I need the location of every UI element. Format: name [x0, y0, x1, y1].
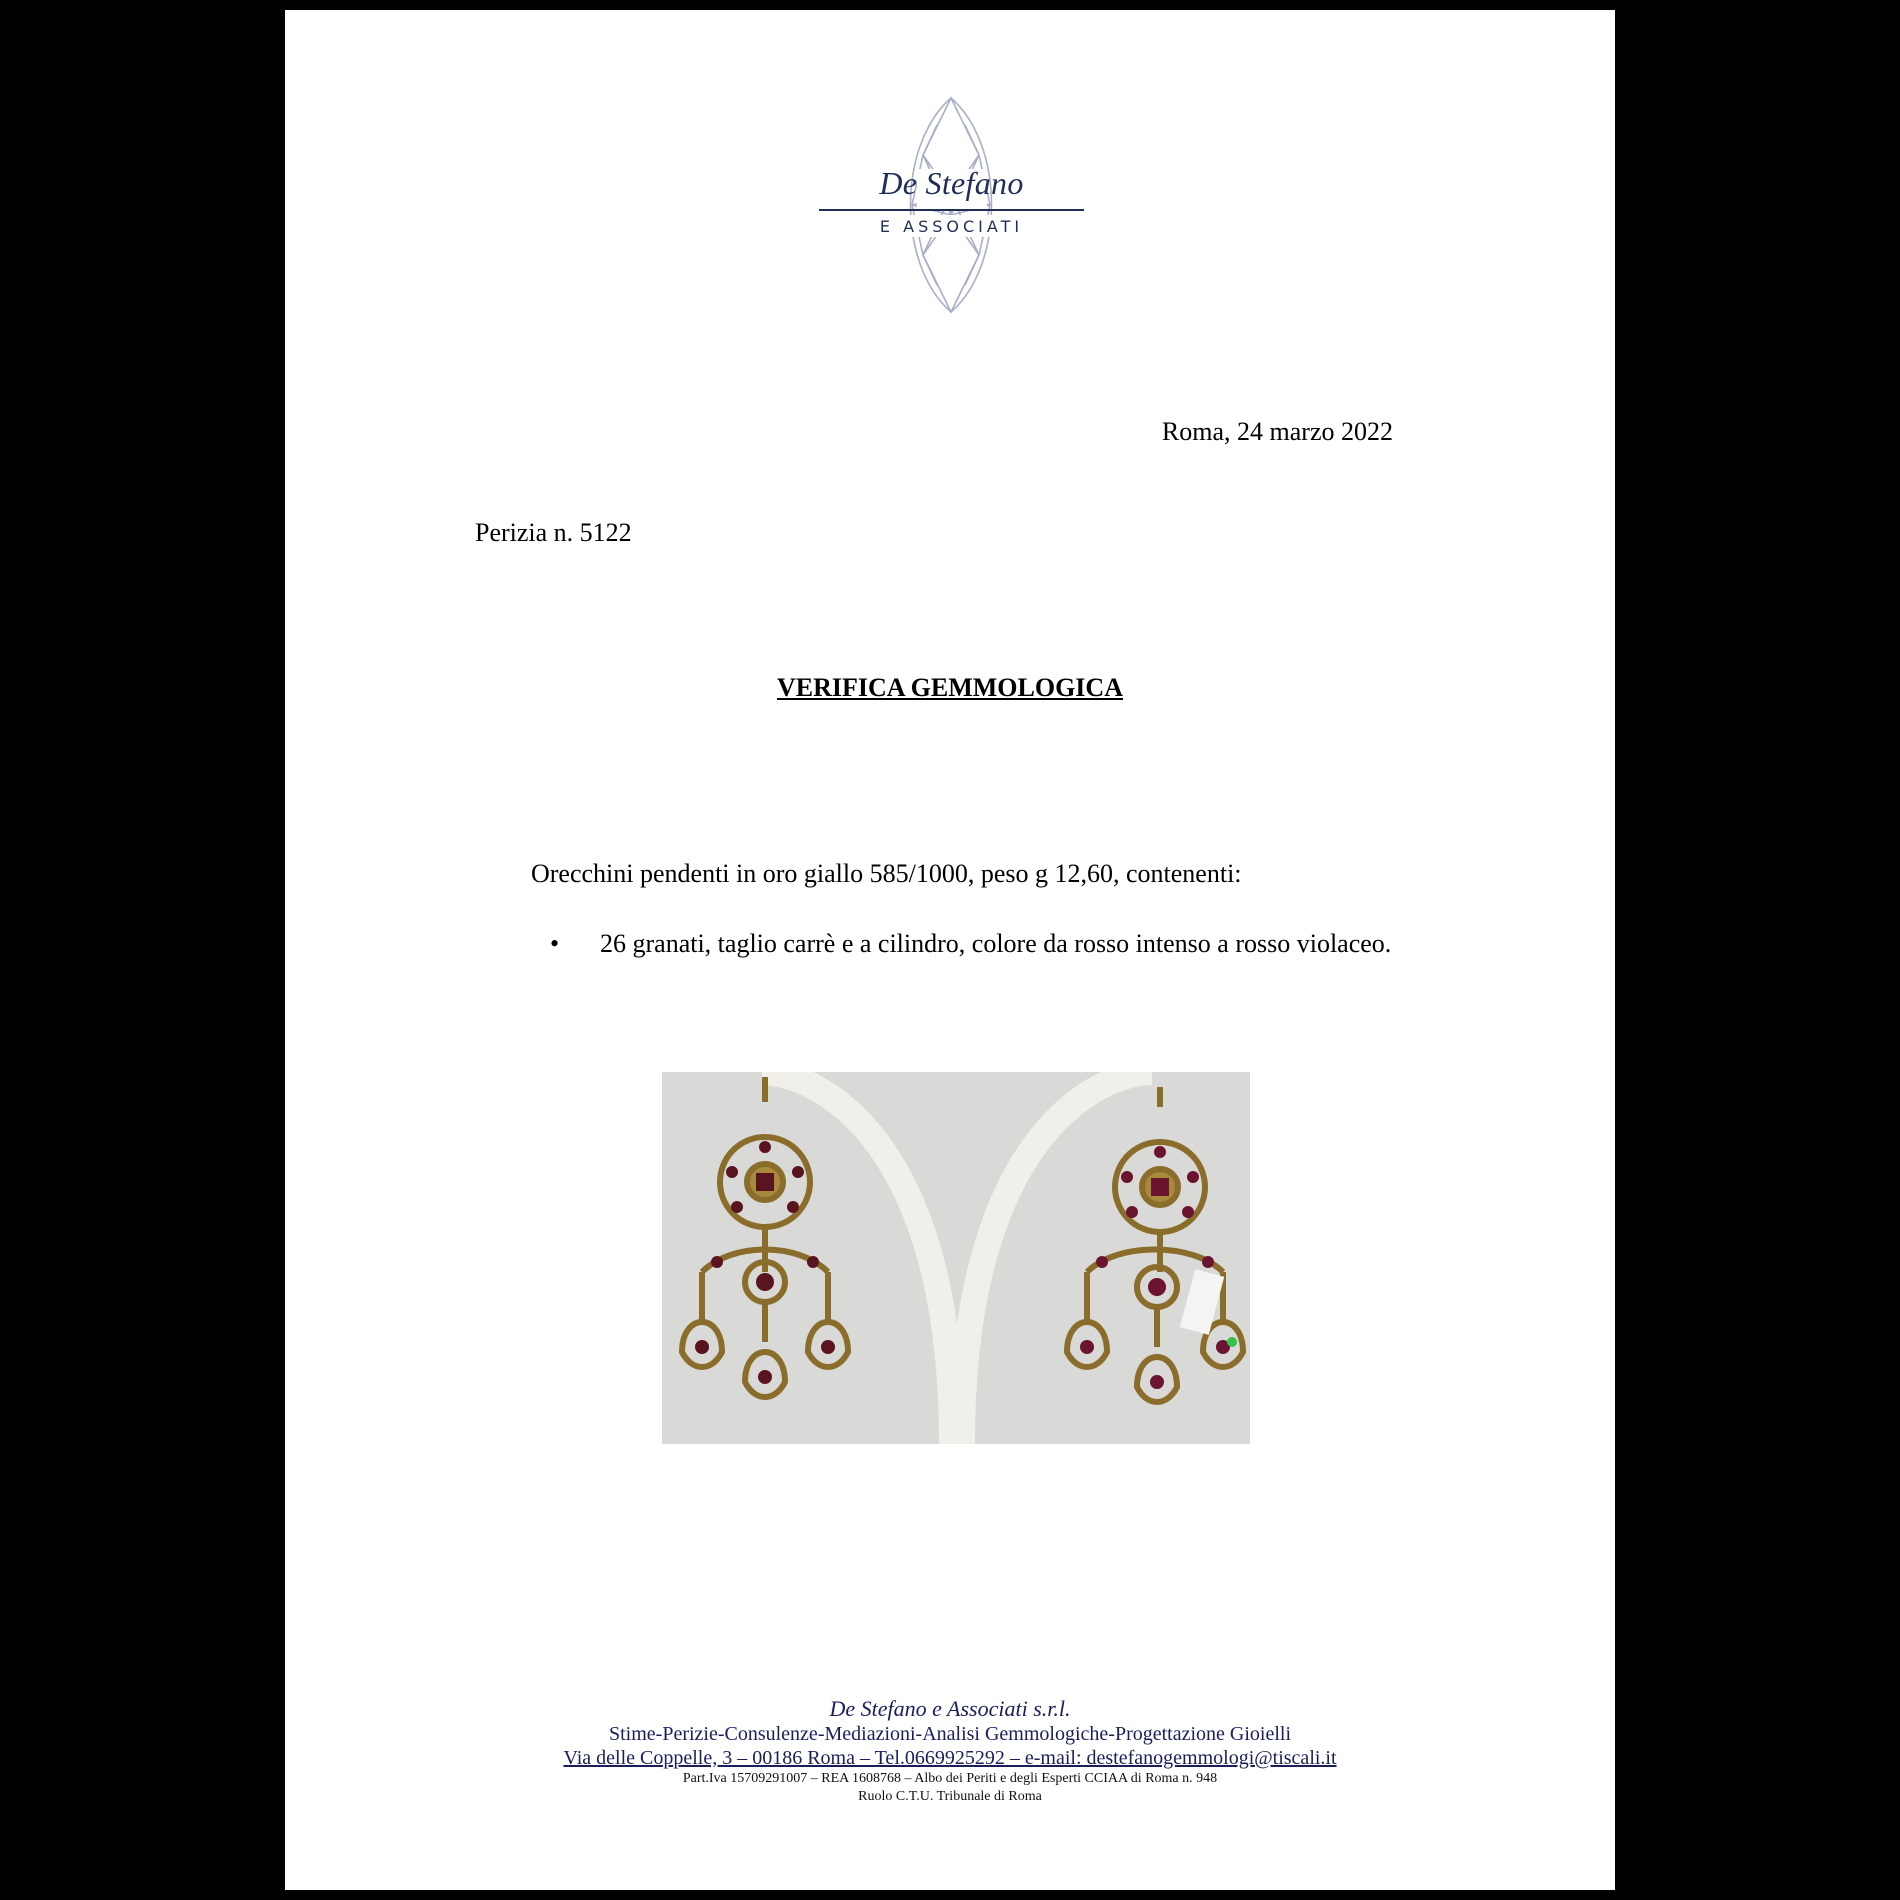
gemstone-detail: 26 granati, taglio carrè e a cilindro, colore da rosso intenso a rosso violaceo. — [600, 929, 1392, 958]
footer-company-name: De Stefano e Associati s.r.l. — [829, 1696, 1071, 1721]
footer-registration: Part.Iva 15709291007 – REA 1608768 – Albo dei Periti e degli Esperti CCIAA di Roma n. 948 — [682, 1771, 1218, 1786]
company-footer — [285, 1696, 1615, 1806]
document-title: VERIFICA GEMMOLOGICA — [777, 673, 1123, 702]
footer-services: Stime-Perizie-Consulenze-Mediazioni-Analisi Gemmologiche-Progettazione Gioielli — [608, 1723, 1292, 1745]
appraisal-number: Perizia n. 5122 — [475, 518, 632, 547]
list-item — [550, 928, 1391, 960]
marquise-diamond-icon — [819, 95, 1084, 315]
logo-subtitle: E ASSOCIATI — [879, 217, 1024, 236]
logo-title: De Stefano — [879, 165, 1024, 201]
document-page — [285, 10, 1615, 1890]
document-date: Roma, 24 marzo 2022 — [1161, 417, 1393, 446]
footer-court-role: Ruolo C.T.U. Tribunale di Roma — [858, 1789, 1042, 1804]
item-description: Orecchini pendenti in oro giallo 585/1000, peso g 12,60, contenenti: — [531, 859, 1242, 888]
earrings-photo — [662, 1072, 1250, 1444]
earrings-image — [662, 1072, 1250, 1444]
bullet-icon: • — [550, 929, 560, 958]
footer-address-link[interactable]: Via delle Coppelle, 3 – 00186 Roma – Tel.0669925292 – e-mail: destefanogemmologi@tiscali.it — [563, 1747, 1337, 1769]
company-logo — [819, 95, 1084, 315]
